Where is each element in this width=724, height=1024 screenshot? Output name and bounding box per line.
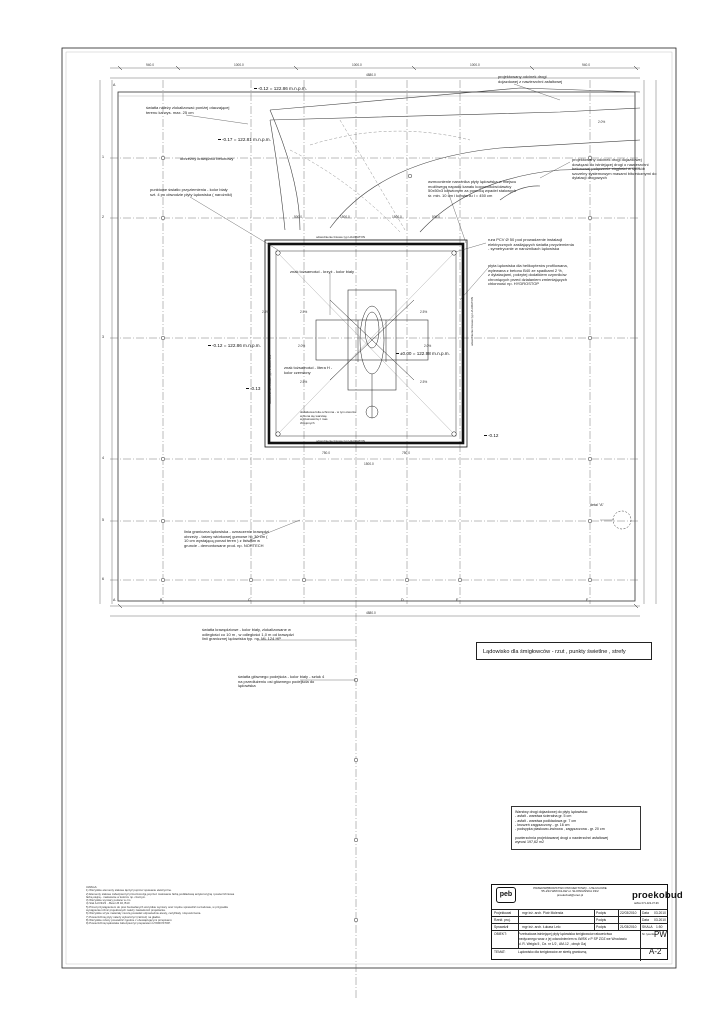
- value-date-1: 03.2010: [654, 910, 666, 915]
- axis-label-1: 1: [102, 155, 104, 159]
- note-detail-a: detal "A": [590, 503, 604, 507]
- role-designer: Projektował: [494, 910, 512, 915]
- axis-label-b: B: [160, 598, 163, 602]
- date-designer: 22/03/2010: [620, 910, 637, 915]
- dim-mid-2: 1500.0: [340, 215, 350, 219]
- sheet-number-label: Nr rysunku: [642, 931, 656, 936]
- phase-code: PW: [654, 930, 667, 939]
- label-date-1: Data: [642, 910, 649, 915]
- note-h-marking: znak tożsamości - litera H - kolor czerwony: [284, 365, 333, 375]
- general-notes: UWAGA: 1) Wszystkie elementy stalowe łączyć poprzez spawanie elektryczne. 2) Elementy stalowe zabezpieczyć przed korozją poprzez malowanie farbą podkładową antykorozyjną i powierzchniowa farbą olejną - malowanie w kolorze np. czarnym. 3) Wszystkie wymiary podano w cm. 4) Stal A-III/34/3 ...Beton B 40, B10 5) Przed przystąpieniem do prac budowlanych wszystkie wymiary oraz rzędne sprawdzić na budowie, w przypadku wystąpienia różnic projektowych należy zawiadomić projektanta. 6) Wszystkie użyte materiały muszą posiadać odpowiednie atesty, certyfikaty i dopuszczenia. 7) Powierzchnię płyty należy wykończyć (zatrzeć) na gładko. 8) Wszystkie roboty prowadzić zgodnie z obowiązującymi przepisami. 9) Powierzchnię lądowiska zabezpieczyć preparatem HYDROSTOP.: [86, 885, 235, 926]
- note-protective-foil: dodatkowa folia ochronna - w tym otworze wykona się warstwę wyrównawczą z mas zbrojonych: [300, 410, 357, 425]
- sig-checker: Podpis: [596, 917, 607, 922]
- level-marker-pad: ±0.00 = 122.98 m.n.p.m.: [400, 351, 450, 356]
- note-access-road: projektowany odcinek drogi dojazdowej z nawierzchni asfaltowej: [498, 74, 563, 84]
- note-curb: obrzeżny krawężnik betonowy: [180, 156, 234, 161]
- axis-label-d: D: [401, 598, 404, 602]
- role-checker: Rzeźł. proj.: [494, 917, 511, 922]
- note-pad-slab: płyta lądowiska dla helikopterów profilowana, wylewana z betonu B40 ze spadkami 2 %, z dylatacjami, pokrytej dodatkiem czynników chroniących przed działaniem zmieniających chłonność np. HYDROSTOP: [488, 263, 568, 287]
- note-edge-lights: światła krawędziowe - kolor biały, zlokalizowane w odległości co 10 m , w odległości 1,0 m od krawędzi linii granicznej lądowiska typ. np. ML 124 HP: [202, 627, 294, 642]
- company-logo: peb: [496, 887, 516, 903]
- label-date-2: Data: [642, 917, 649, 922]
- level-marker-road: -0.17 = 122.81 m.n.p.m.: [222, 137, 271, 142]
- dim-inner-2: 750.0: [402, 451, 410, 455]
- drawing-caption: Lądowisko dla śmigłowców - rzut , punkty świetlne , strefy: [476, 642, 652, 660]
- slope-4: 2.5%: [420, 380, 428, 384]
- dim-bottom-total: 4880.0: [366, 611, 376, 615]
- road-layers-legend: Warstwy drogi dojazdowej do płyty lądowiska: - asfalt - warstwa ścieralna gr. 5 cm - asfalt - warstwa podkładowa gr. 7 cm - kruszeń zagęszczony - gr. 16 cm - podsypka piaskowo-żwirowa , zagęszczona - gr. 20 cm powierzchnia projektowanej drogi o nawierzchni asfaltowej wynosi 197,62 m2: [511, 806, 641, 850]
- axis-label-3: 3: [102, 335, 104, 339]
- level-marker-se: -0.12: [488, 433, 499, 438]
- label-scale: SKALA: [642, 924, 653, 929]
- title-block: [491, 884, 683, 960]
- dim-inner-total: 1500.0: [364, 462, 374, 466]
- dim-mid-3: 1500.0: [392, 215, 402, 219]
- axis-label-4: 4: [102, 456, 104, 460]
- sheet-number: A-2: [649, 947, 662, 956]
- slope-3: 2.5%: [300, 380, 308, 384]
- date-verifier: 21/03/2010: [620, 924, 637, 929]
- dim-top-3: 1000.0: [352, 63, 362, 67]
- sig-verifier: Podpis: [596, 924, 607, 929]
- brand-phone: tel/fax 071-322-37-96: [634, 902, 659, 905]
- dim-top-5: 940.0: [582, 63, 590, 67]
- role-verifier: Sprawdził: [494, 924, 509, 929]
- sig-designer: Podpis: [596, 910, 607, 915]
- note-corner-reinforcement: wzmocnienie narożnika płyty lądowiska w miejscu możliwego napadu kanału kopowników/oławicy 50x50x3 kotwionym za pomocą wpadeł stalowych śr. min. 10 cm i kotwieniu l = 450 cm: [428, 179, 517, 198]
- note-boundary-line: linia graniczna lądowiska - oznaczenie krawędzi obrzeży - taśmy wtórkowej gumowe h= 30 cm ( 10 cm wystającą ponad teren ) z listwam w gruncie - demontowane prod. np. NORTECH: [184, 529, 269, 548]
- note-drain-top: odwodnienie liniowe typ HAURATON: [316, 235, 366, 239]
- note-touchdown-lights: punktowe światło przyziemienia - kolor biały szt. 4 po obwodzie płyty lądowiska ( narożniki): [150, 187, 233, 197]
- axis-label-c: C: [248, 598, 251, 602]
- dim-inner-1: 750.0: [322, 451, 330, 455]
- axis-label-6: 6: [102, 577, 104, 581]
- dim-top-4: 1000.0: [470, 63, 480, 67]
- axis-label-2: 2: [102, 215, 104, 219]
- slope-6: 2.0%: [298, 344, 306, 348]
- slope-1: 2.5%: [300, 310, 308, 314]
- axis-label-a-bottom: A: [113, 598, 116, 602]
- level-marker-left: -0.12 = 122.86 m.n.p.m.: [212, 343, 261, 348]
- axis-label-a: A: [113, 83, 116, 87]
- dim-mid-4: 500.0: [432, 215, 440, 219]
- level-marker-top: -0.12 = 122.86 m.n.p.m.: [258, 86, 307, 91]
- note-lights-height: światła należy zlokalizować poniżej otaczającej terenu ka wys. max. 25 cm: [146, 105, 230, 115]
- dim-total: 4880.0: [366, 73, 376, 77]
- value-date-2: 03.2010: [654, 917, 666, 922]
- slope-7: 2.0%: [424, 344, 432, 348]
- note-pvc-conduit: rura PCV Ø 50 pod prowadzenie instalacji elektrycznych zasilających światła przyziemienia - symetrycznie w narożnikach lądowiska: [488, 237, 574, 252]
- note-drain-bottom: odwodnienie liniowe typ HAURATON: [316, 439, 366, 443]
- topic-label: TEMAT:: [494, 950, 506, 954]
- axis-label-f: F: [586, 598, 589, 602]
- slope-2: 2.5%: [420, 310, 428, 314]
- dim-top-2: 1000.0: [234, 63, 244, 67]
- object-description: Przebudowa istniejącej płyty lądowiska śmigłowców ratownictwa medycznego wraz z jej odwodnieniem w 4WSK z P SP ZOZ we Wrocławiu ul. R. Weigla 5 , Dz. nr 1/2 , AM-12 , obręb Gaj: [518, 931, 627, 947]
- dim-mid-1: 500.0: [294, 215, 302, 219]
- topic-description: Lądowisko dla śmigłowców ze strefą graniczną: [518, 950, 587, 954]
- name-designer: mgr inż. arch. Piotr Molenda: [522, 910, 564, 915]
- note-road-connection: projektowany odcinek drogi dojazdowej dowiązać do istniejącej drogi o nawierzchni betonowej połączenie ciągłości w sposób szczelny systemowym masami bitumicznymi do dylatacji drogowych: [572, 157, 657, 181]
- brand-name: proekobud: [632, 890, 683, 901]
- slope-8: 2.0%: [598, 120, 606, 124]
- axis-label-e: E: [456, 598, 459, 602]
- axis-label-5: 5: [102, 518, 104, 522]
- note-approach-lights: światła głównego podejścia - kolor biały - sztuk 4 na przedłużeniu osi głównego podejścia do lądowiska: [238, 674, 325, 689]
- level-marker-sw: -0.13: [250, 386, 261, 391]
- value-scale: 1:50: [656, 924, 663, 929]
- name-verifier: mgr inż. arch. Łukasz Lelo: [522, 924, 561, 929]
- office-address: PRZEDSIĘBIORSTWO PROJEKTOWO - USŁUGOWE 55-234 WROCŁAW ul. SŁOWIAŃSKA 33/2 proekobud@onet.pl: [533, 886, 607, 897]
- note-drain-left: odwodnienie liniowe typ HAURATON: [268, 354, 272, 404]
- object-label: OBIEKT:: [494, 931, 507, 936]
- dim-top-1: 940.0: [146, 63, 154, 67]
- note-cross-marking: znak tożsamości - krzyż - kolor biały: [290, 269, 355, 274]
- slope-5: 2.5%: [262, 310, 270, 314]
- note-drain-right: odwodnienie liniowe typ HAURATON: [470, 296, 474, 346]
